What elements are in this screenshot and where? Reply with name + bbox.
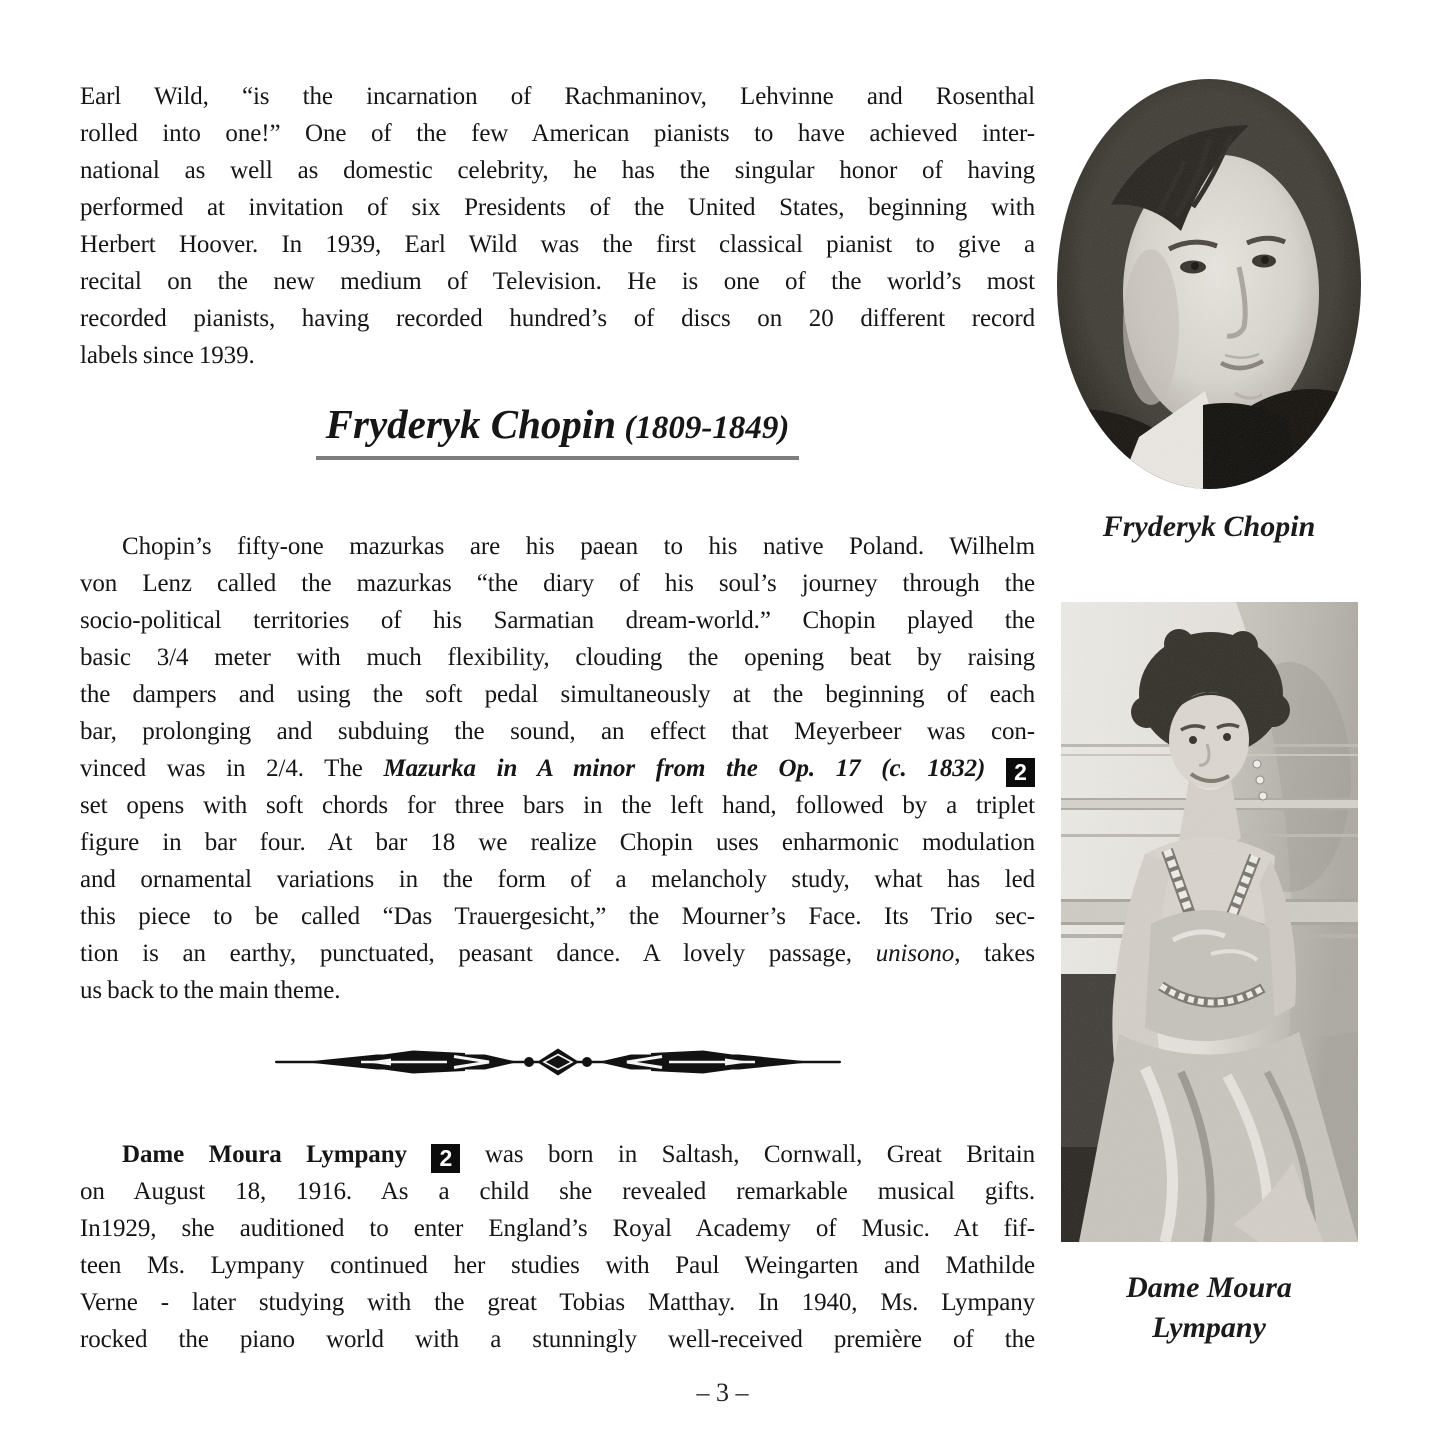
text-line (80, 300, 1035, 337)
text-segment: socio-political territories of his Sarmatian dream-world.” Chopin played the (80, 607, 1035, 634)
text-segment: rocked the piano world with a stunningly well-received première of the (80, 1326, 1035, 1353)
text-segment: In1929, she auditioned to enter England’s Royal Academy of Music. At fif- (80, 1215, 1035, 1242)
text-segment: on August 18, 1916. As a child she revealed remarkable musical gifts. (80, 1178, 1035, 1205)
lympany-caption-line2: Lympany (1152, 1311, 1266, 1344)
page-number: – 3 – (696, 1378, 749, 1407)
text-segment: unisono (875, 940, 955, 967)
text-line (80, 78, 1035, 115)
text-segment: bar, prolonging and subduing the sound, an effect that Meyerbeer was con- (80, 718, 1035, 745)
text-line (80, 226, 1035, 263)
text-line (80, 1210, 1035, 1247)
text-line (80, 824, 1035, 861)
text-line (80, 676, 1035, 713)
text-segment: Dame Moura Lympany (122, 1141, 407, 1168)
text-line (80, 1321, 1035, 1358)
heading-dates: (1809-1849) (624, 410, 790, 446)
text-line (80, 152, 1035, 189)
text-line (80, 750, 1035, 787)
text-segment: labels since 1939. (80, 342, 255, 369)
text-line (80, 1284, 1035, 1321)
text-line (80, 898, 1035, 935)
text-segment: Chopin’s fifty-one mazurkas are his paean to his native Poland. Wilhelm (122, 533, 1035, 560)
image-column (1053, 75, 1365, 1348)
text-segment: performed at invitation of six Presidents of the United States, beginning with (80, 194, 1035, 221)
paragraph-chopin-mazurkas (80, 528, 1035, 1009)
text-segment: Herbert Hoover. In 1939, Earl Wild was the first classical pianist to give a (80, 231, 1035, 258)
heading-title: Fryderyk Chopin (325, 401, 617, 447)
text-line (80, 337, 1035, 374)
lympany-caption-line1: Dame Moura (1126, 1271, 1292, 1304)
text-segment: national as well as domestic celebrity, he has the singular honor of having (80, 157, 1035, 184)
text-line (80, 787, 1035, 824)
heading-underline (316, 400, 800, 460)
text-segment: set opens with soft chords for three bars in the left hand, followed by a triplet (80, 792, 1035, 819)
text-segment (985, 755, 1006, 782)
lympany-caption (1053, 1268, 1365, 1348)
text-line (80, 1136, 1035, 1173)
text-line (80, 861, 1035, 898)
text-line (80, 565, 1035, 602)
section-heading-chopin (80, 400, 1035, 460)
track-number-badge: 2 (1006, 758, 1035, 787)
text-line (80, 935, 1035, 972)
chopin-caption: Fryderyk Chopin (1102, 510, 1316, 543)
main-text-column (80, 78, 1035, 1358)
text-line (80, 972, 1035, 1009)
paragraph-earl-wild (80, 78, 1035, 374)
text-line (80, 115, 1035, 152)
text-segment: vinced was in 2/4. The (80, 755, 384, 782)
text-segment: figure in bar four. At bar 18 we realize Chopin uses enharmonic modulation (80, 829, 1035, 856)
text-segment: was born in Saltash, Cornwall, Great Britain (460, 1141, 1035, 1168)
text-segment: rolled into one!” One of the few American pianists to have achieved inter- (80, 120, 1035, 147)
lympany-photo-image (1053, 602, 1365, 1242)
text-line (80, 528, 1035, 565)
text-segment: recorded pianists, having recorded hundred’s of discs on 20 different record (80, 305, 1035, 332)
text-line (80, 1173, 1035, 1210)
paragraph-moura-lympany (80, 1136, 1035, 1358)
text-segment: Verne - later studying with the great Tobias Matthay. In 1940, Ms. Lympany (80, 1289, 1035, 1316)
chopin-portrait-image (1053, 75, 1365, 493)
text-segment (407, 1141, 432, 1168)
text-line (80, 713, 1035, 750)
text-segment: Mazurka in A minor from the Op. 17 (c. 1832) (383, 755, 986, 782)
text-segment: and ornamental variations in the form of a melancholy study, what has led (80, 866, 1035, 893)
text-segment: recital on the new medium of Television. He is one of the world’s most (80, 268, 1035, 295)
text-segment: the dampers and using the soft pedal simultaneously at the beginning of each (80, 681, 1035, 708)
text-segment: , takes (954, 940, 1035, 967)
text-segment: teen Ms. Lympany continued her studies with Paul Weingarten and Mathilde (80, 1252, 1035, 1279)
text-line (80, 263, 1035, 300)
text-line (80, 1247, 1035, 1284)
text-segment: tion is an earthy, punctuated, peasant dance. A lovely passage, (80, 940, 876, 967)
track-number-badge: 2 (431, 1144, 460, 1173)
text-segment: von Lenz called the mazurkas “the diary of his soul’s journey through the (80, 570, 1035, 597)
text-segment: us back to the main theme. (80, 977, 341, 1004)
text-line (80, 602, 1035, 639)
text-line (80, 189, 1035, 226)
text-segment: Earl Wild, “is the incarnation of Rachmaninov, Lehvinne and Rosenthal (80, 83, 1035, 110)
text-line (80, 639, 1035, 676)
ornamental-divider-icon (273, 1045, 843, 1079)
text-segment: this piece to be called “Das Trauergesicht,” the Mourner’s Face. Its Trio sec- (80, 903, 1035, 930)
text-segment: basic 3/4 meter with much flexibility, clouding the opening beat by raising (80, 644, 1035, 671)
ornamental-divider (80, 1045, 1035, 1079)
